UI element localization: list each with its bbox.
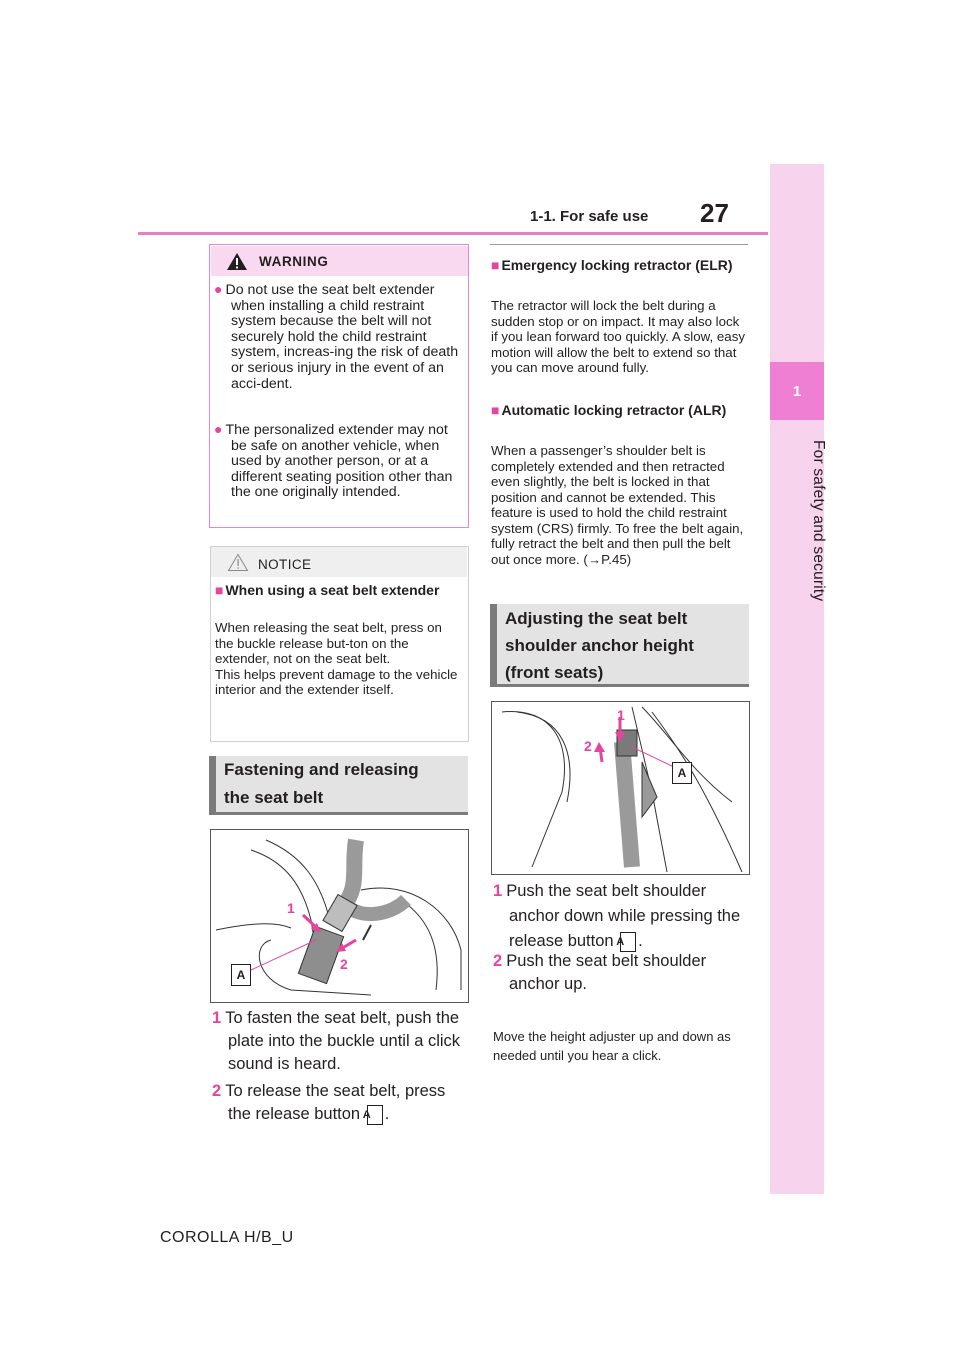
square-bullet-icon: ■: [491, 257, 500, 273]
column-rule: [490, 244, 748, 245]
figure-callout-a: A: [231, 964, 251, 986]
adjusting-note: Move the height adjuster up and down as needed until you hear a click.: [493, 1029, 731, 1063]
notice-header: [211, 547, 467, 577]
release-button-a-label: A: [620, 932, 636, 952]
fastening-heading: Fastening and releasing the seat belt: [209, 756, 468, 815]
square-bullet-icon: ■: [215, 582, 224, 598]
notice-body: When releasing the seat belt, press on the buckle release but-ton on the extender, not on the seat belt. This helps prevent damage to the vehicle interior and the extender itself.: [215, 620, 458, 697]
notice-title: NOTICE: [258, 557, 312, 572]
figure-callout-1: 1: [287, 900, 295, 916]
alr-heading: ■ Automatic locking retractor (ALR): [491, 402, 727, 418]
adjusting-figure: [491, 701, 750, 875]
figure-callout-2: 2: [340, 956, 348, 972]
bullet-icon: ●: [214, 421, 223, 437]
figure-callout-1: 1: [617, 707, 625, 723]
adjusting-step-1: 1 Push the seat belt shoulder anchor down while pressing the release button A .: [493, 882, 741, 950]
adjusting-step-2: 2 Push the seat belt shoulder anchor up.: [493, 952, 707, 993]
section-title: 1-1. For safe use: [530, 208, 649, 225]
square-bullet-icon: ■: [491, 402, 500, 418]
notice-subhead: ■ When using a seat belt extender: [215, 582, 440, 598]
elr-body: The retractor will lock the belt during a sudden stop or on impact. It may also lock if you lean forward too quickly. A slow, easy motion will allow the belt to extend so that you can move around fully.: [491, 298, 746, 375]
bullet-icon: ●: [214, 281, 223, 297]
figure-callout-a: A: [672, 762, 692, 784]
footer-model: COROLLA H/B_U: [160, 1229, 294, 1246]
header-rule: [138, 232, 768, 235]
alr-body: When a passenger’s shoulder belt is completely extended and then retracted even slightly, the belt is locked in that position and cannot be extended. This feature is used to hold the child restraint system (CRS) firmly. To free the belt again, fully retract the belt and then pull the belt out once more. (→P.45): [491, 443, 744, 567]
fastening-step-1: 1 To fasten the seat belt, push the plate into the buckle until a click sound is heard.: [212, 1009, 461, 1073]
elr-heading: ■ Emergency locking retractor (ELR): [491, 257, 733, 273]
warning-title: WARNING: [259, 254, 329, 269]
warning-item-2: ● The personalized extender may not be safe on another vehicle, when used by another person, or at a different seating position other than the one originally intended.: [214, 421, 453, 501]
page-number: 27: [700, 198, 729, 228]
fastening-step-2: 2 To release the seat belt, press the release button A .: [212, 1082, 446, 1123]
release-button-a-label: A: [367, 1105, 383, 1125]
chapter-title-vertical: [809, 440, 835, 740]
adjusting-heading: Adjusting the seat belt shoulder anchor height (front seats): [490, 604, 749, 687]
shoulder-anchor-illustration: [492, 702, 749, 874]
chapter-number-tab[interactable]: 1: [770, 362, 824, 420]
warning-header: [211, 246, 468, 276]
chapter-title: For safety and security: [810, 440, 827, 602]
notice-triangle-icon: [227, 553, 249, 572]
warning-triangle-icon: [226, 252, 248, 271]
figure-callout-2: 2: [584, 738, 592, 754]
fastening-figure: [210, 829, 469, 1003]
warning-item-1: ● Do not use the seat belt extender when installing a child restraint system because the belt will not securely hold the child restraint system, increas-ing the risk of death or serious injury in the event of an acci-dent.: [214, 281, 459, 392]
